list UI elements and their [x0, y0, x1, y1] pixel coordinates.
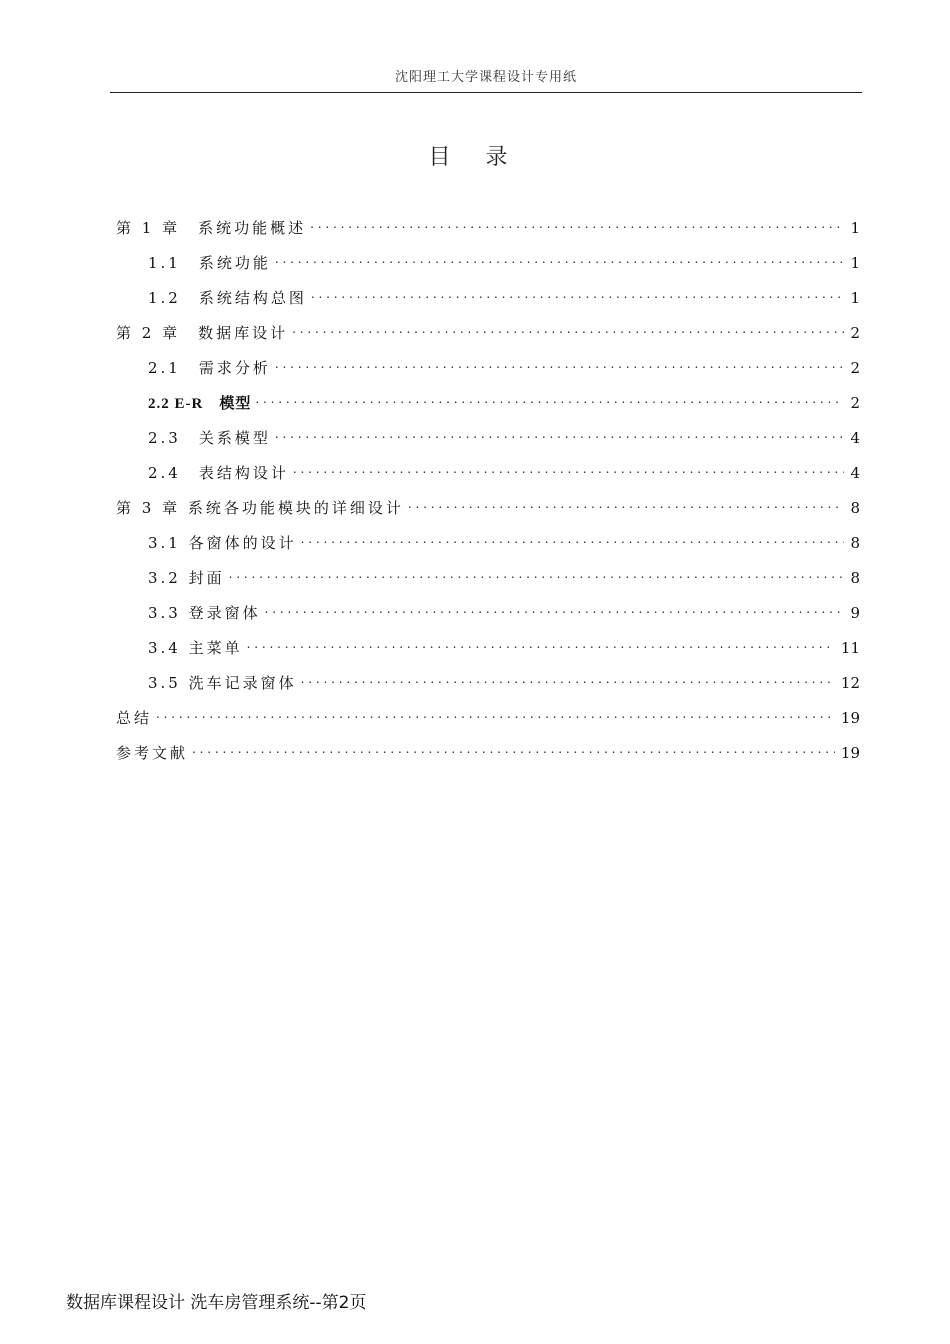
page-footer: 数据库课程设计 洗车房管理系统--第2页 — [66, 1293, 367, 1313]
toc-entry[interactable] — [116, 740, 860, 775]
toc-entry[interactable] — [116, 635, 860, 670]
toc-entry[interactable] — [116, 285, 860, 320]
toc-entry-page: 12 — [840, 674, 860, 692]
page-header — [110, 66, 862, 93]
toc-entry-label: 2.4 表结构设计 — [148, 464, 289, 482]
toc-entry-page: 19 — [840, 709, 860, 727]
toc-entry-label: 第 3 章 系统各功能模块的详细设计 — [116, 499, 404, 517]
toc-entry[interactable] — [116, 705, 860, 740]
toc-entry-label: 2.3 关系模型 — [148, 429, 271, 447]
dot-leader — [229, 565, 844, 583]
toc-title: 目 录 — [428, 145, 522, 170]
toc-entry-label: 参考文献 — [116, 744, 189, 762]
header-title: 沈阳理工大学课程设计专用纸 — [394, 70, 577, 85]
toc-entry-label: 3.2 封面 — [148, 569, 225, 587]
dot-leader — [247, 635, 835, 653]
dot-leader — [310, 215, 844, 233]
dot-leader — [292, 320, 844, 338]
dot-leader — [192, 740, 835, 758]
toc-entry-page: 1 — [850, 219, 860, 237]
toc-entry-page: 19 — [840, 744, 860, 762]
dot-leader — [156, 705, 835, 723]
toc-entry-label: 3.4 主菜单 — [148, 639, 243, 657]
toc-entry[interactable] — [116, 600, 860, 635]
table-of-contents — [116, 215, 860, 775]
dot-leader — [265, 600, 844, 618]
toc-entry-label: 2.2 E-R 模型 — [148, 396, 252, 412]
dot-leader — [275, 355, 844, 373]
toc-entry[interactable] — [116, 495, 860, 530]
toc-entry-label: 3.1 各窗体的设计 — [148, 534, 297, 552]
toc-entry-label: 3.5 洗车记录窗体 — [148, 674, 297, 692]
toc-entry-label: 1.1 系统功能 — [148, 254, 271, 272]
toc-entry[interactable] — [116, 355, 860, 390]
toc-entry-label: 2.1 需求分析 — [148, 359, 271, 377]
toc-entry-page: 2 — [850, 394, 860, 412]
toc-entry-page: 9 — [850, 604, 860, 622]
toc-entry[interactable] — [116, 390, 860, 425]
toc-entry-page: 11 — [840, 639, 860, 657]
toc-entry[interactable] — [116, 565, 860, 600]
dot-leader — [293, 460, 844, 478]
dot-leader — [301, 670, 835, 688]
toc-entry-page: 8 — [850, 499, 860, 517]
toc-entry-page: 4 — [850, 464, 860, 482]
dot-leader — [275, 425, 844, 443]
dot-leader — [408, 495, 844, 513]
toc-entry-page: 4 — [850, 429, 860, 447]
toc-entry-label: 1.2 系统结构总图 — [148, 289, 307, 307]
toc-entry-label: 总结 — [116, 709, 153, 727]
toc-entry-label: 第 2 章 数据库设计 — [116, 324, 289, 342]
toc-entry[interactable] — [116, 320, 860, 355]
toc-entry[interactable] — [116, 215, 860, 250]
toc-entry-page: 8 — [850, 569, 860, 587]
toc-entry-page: 1 — [850, 289, 860, 307]
toc-entry-label: 3.3 登录窗体 — [148, 604, 261, 622]
toc-entry-page: 2 — [850, 359, 860, 377]
toc-entry-label: 第 1 章 系统功能概述 — [116, 219, 307, 237]
toc-entry-page: 2 — [850, 324, 860, 342]
toc-entry-page: 1 — [850, 254, 860, 272]
dot-leader — [275, 250, 844, 268]
toc-entry[interactable] — [116, 460, 860, 495]
toc-entry[interactable] — [116, 530, 860, 565]
dot-leader — [311, 285, 844, 303]
toc-entry[interactable] — [116, 670, 860, 705]
toc-entry[interactable] — [116, 250, 860, 285]
toc-entry-page: 8 — [850, 534, 860, 552]
toc-entry[interactable] — [116, 425, 860, 460]
dot-leader — [255, 390, 844, 408]
dot-leader — [301, 530, 844, 548]
